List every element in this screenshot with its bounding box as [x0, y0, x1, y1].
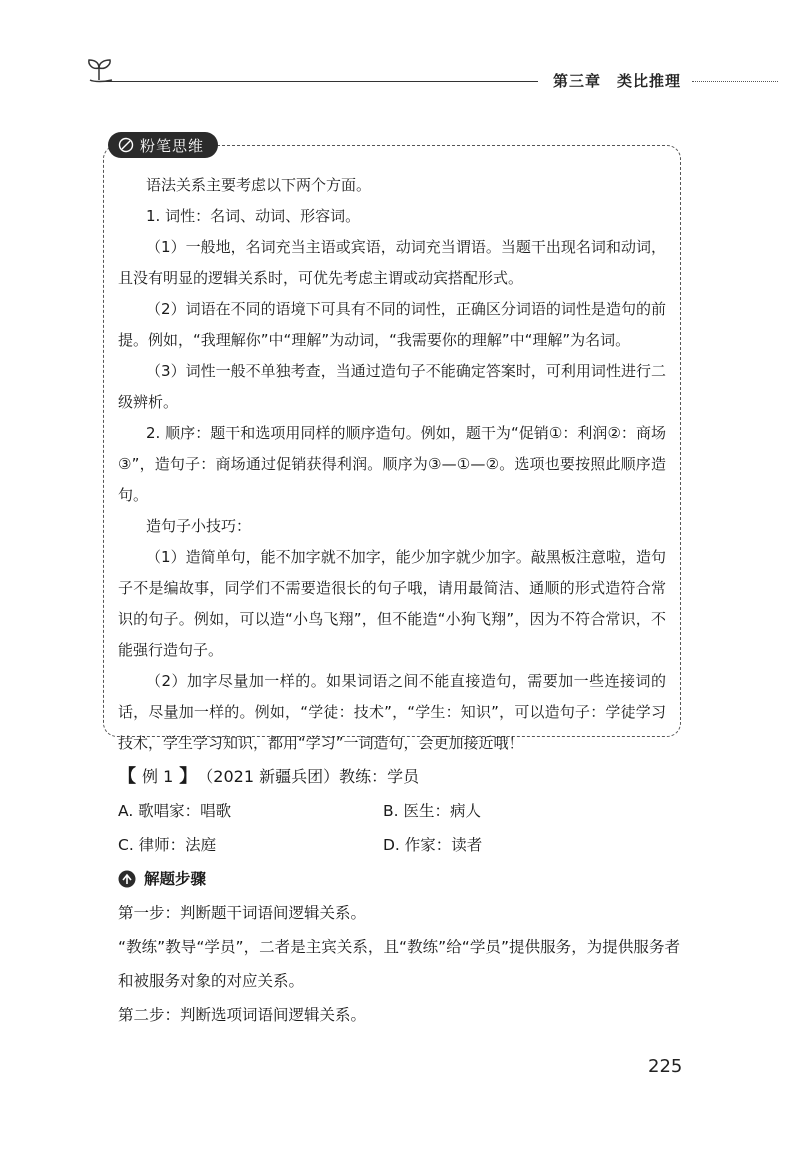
example-open-bracket: 【 [118, 766, 136, 787]
solution-title: 解题步骤 [144, 870, 207, 888]
example-section [118, 760, 680, 1032]
chapter-title: 第三章 类比推理 [553, 72, 682, 90]
tip-point-2: 2. 顺序：题干和选项用同样的顺序造句。例如，题干为“促销①：利润②：商场③”，造句子：商场通过促销获得利润。顺序为③—①—②。选项也要按照此顺序造句。 [118, 424, 666, 504]
example-question [118, 760, 680, 794]
tip-point-1-1: （1）一般地，名词充当主语或宾语，动词充当谓语。当题干出现名词和动词，且没有明显的逻辑关系时，可优先考虑主谓或动宾搭配形式。 [118, 238, 666, 287]
tip-trick-2: （2）加字尽量加一样的。如果词语之间不能直接造句，需要加一些连接词的话，尽量加一样的。例如，“学徒：技术”，“学生：知识”，可以造句子：学徒学习技术，学生学习知识，都用“学习”一词造句，会更加接近哦！ [118, 672, 666, 752]
header-dotted-rule [692, 81, 778, 82]
chalk-icon [118, 137, 134, 153]
page-header [0, 0, 800, 100]
steps-icon [118, 870, 136, 888]
solution-step-2: 第二步：判断选项词语间逻辑关系。 [118, 1006, 367, 1024]
solution-heading [118, 862, 680, 896]
option-a: A. 歌唱家：唱歌 [118, 802, 232, 820]
solution-step-1: 第一步：判断题干词语间逻辑关系。 [118, 904, 367, 922]
tip-intro: 语法关系主要考虑以下两个方面。 [146, 176, 372, 194]
example-text: （2021 新疆兵团）教练：学员 [197, 767, 420, 786]
tip-point-1: 1. 词性：名词、动词、形容词。 [146, 207, 361, 225]
option-b: B. 医生：病人 [383, 802, 481, 820]
page-number: 225 [648, 1056, 683, 1077]
tip-point-1-2: （2）词语在不同的语境下可具有不同的词性，正确区分词语的词性是造句的前提。例如，“我理解你”中“理解”为动词，“我需要你的理解”中“理解”为名词。 [118, 300, 666, 349]
option-c: C. 律师：法庭 [118, 836, 217, 854]
example-label: 例 1 [142, 767, 174, 786]
header-rule [100, 81, 538, 82]
tip-content [118, 170, 666, 759]
option-d: D. 作家：读者 [383, 836, 483, 854]
tip-badge-label: 粉笔思维 [140, 136, 205, 155]
example-close-bracket: 】 [179, 766, 198, 787]
tip-tricks-title: 造句子小技巧： [146, 517, 252, 535]
example-options [118, 794, 680, 862]
tip-trick-1: （1）造简单句，能不加字就不加字，能少加字就少加字。敲黑板注意啦，造句子不是编故事，同学们不需要造很长的句子哦，请用最简洁、通顺的形式造符合常识的句子。例如，可以造“小鸟飞翔”，但不能造“小狗飞翔”，因为不符合常识，不能强行造句子。 [118, 548, 666, 659]
tip-point-1-3: （3）词性一般不单独考查，当通过造句子不能确定答案时，可利用词性进行二级辨析。 [118, 362, 666, 411]
tip-badge [108, 132, 218, 158]
solution-analysis: “教练”教导“学员”，二者是主宾关系，且“教练”给“学员”提供服务，为提供服务者和被服务对象的对应关系。 [118, 938, 680, 990]
